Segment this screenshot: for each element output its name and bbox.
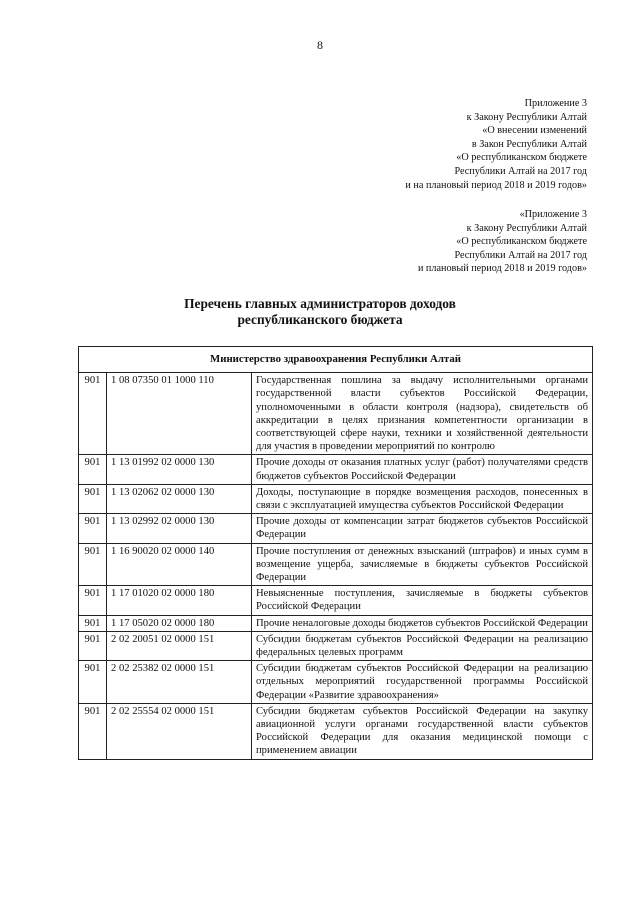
- appendix-line: «О внесении изменений: [482, 125, 587, 137]
- admin-code: 901: [79, 455, 107, 484]
- ministry-name: Министерство здравоохранения Республики Алтай: [79, 347, 593, 373]
- document-title: [0, 296, 640, 328]
- page-number: 8: [317, 38, 323, 52]
- appendix-line: к Закону Республики Алтай: [466, 111, 587, 123]
- revenue-description: Невыясненные поступления, зачисляемые в бюджеты субъектов Российской Федерации: [252, 586, 593, 615]
- budget-code: 1 13 02992 02 0000 130: [107, 514, 252, 543]
- budget-code: 2 02 20051 02 0000 151: [107, 631, 252, 660]
- table-row: [79, 543, 593, 586]
- table-row: [79, 586, 593, 615]
- budget-code: 1 17 05020 02 0000 180: [107, 615, 252, 631]
- admin-code: 901: [79, 661, 107, 704]
- appendix-line: к Закону Республики Алтай: [466, 222, 587, 234]
- revenue-description: Прочие доходы от оказания платных услуг (работ) получателями средств бюджетов субъектов Российской Федерации: [252, 455, 593, 484]
- appendix-line: в Закон Республики Алтай: [471, 138, 587, 150]
- revenue-administrators-table: [78, 346, 593, 760]
- appendix-line: Республики Алтай на 2017 год: [454, 165, 587, 177]
- admin-code: 901: [79, 514, 107, 543]
- appendix-line: и плановый период 2018 и 2019 годов»: [417, 263, 587, 275]
- table-row: [79, 703, 593, 759]
- table-row: [79, 455, 593, 484]
- table-header-row: [79, 347, 593, 373]
- revenue-description: Прочие неналоговые доходы бюджетов субъектов Российской Федерации: [252, 615, 593, 631]
- budget-code: 1 13 02062 02 0000 130: [107, 484, 252, 513]
- admin-code: 901: [79, 586, 107, 615]
- appendix-line: «О республиканском бюджете: [456, 152, 587, 164]
- appendix-line: и на плановый период 2018 и 2019 годов»: [405, 179, 587, 191]
- table-row: [79, 514, 593, 543]
- title-line: Перечень главных администраторов доходов: [184, 296, 456, 311]
- revenue-description: Доходы, поступающие в порядке возмещения расходов, понесенных в связи с эксплуатацией имущества субъектов Российской Федерации: [252, 484, 593, 513]
- appendix-header: [405, 97, 587, 192]
- budget-code: 2 02 25382 02 0000 151: [107, 661, 252, 704]
- appendix-line: «О республиканском бюджете: [456, 236, 587, 248]
- appendix-line: «Приложение 3: [519, 209, 587, 220]
- admin-code: 901: [79, 543, 107, 586]
- table-row: [79, 661, 593, 704]
- revenue-description: Субсидии бюджетам субъектов Российской Федерации на реализацию отдельных мероприятий государственной программы Российской Федерации «Развитие здравоохранения»: [252, 661, 593, 704]
- budget-code: 1 17 01020 02 0000 180: [107, 586, 252, 615]
- admin-code: 901: [79, 373, 107, 455]
- budget-code: 1 16 90020 02 0000 140: [107, 543, 252, 586]
- appendix-original: [418, 208, 587, 276]
- table-row: [79, 631, 593, 660]
- revenue-description: Субсидии бюджетам субъектов Российской Федерации на реализацию федеральных целевых программ: [252, 631, 593, 660]
- budget-code: 1 13 01992 02 0000 130: [107, 455, 252, 484]
- budget-code: 1 08 07350 01 1000 110: [107, 373, 252, 455]
- appendix-line: Республики Алтай на 2017 год: [454, 249, 587, 261]
- admin-code: 901: [79, 631, 107, 660]
- admin-code: 901: [79, 703, 107, 759]
- revenue-description: Прочие доходы от компенсации затрат бюджетов субъектов Российской Федерации: [252, 514, 593, 543]
- admin-code: 901: [79, 484, 107, 513]
- table-row: [79, 373, 593, 455]
- table-row: [79, 484, 593, 513]
- budget-code: 2 02 25554 02 0000 151: [107, 703, 252, 759]
- revenue-description: Государственная пошлина за выдачу исполнительными органами государственной власти субъектов Российской Федерации, уполномоченными в области контроля (надзора), свидетельств об аккредитации в целях признания компетентности организации в соответствующей сфере науки, техники и хозяйственной деятельности для участия в проведении мероприятий по контролю: [252, 373, 593, 455]
- table-row: [79, 615, 593, 631]
- revenue-description: Прочие поступления от денежных взысканий (штрафов) и иных сумм в возмещение ущерба, зачисляемые в бюджеты субъектов Российской Федерации: [252, 543, 593, 586]
- revenue-description: Субсидии бюджетам субъектов Российской Федерации на закупку авиационной услуги органами государственной власти субъектов Российской Федерации для оказания медицинской помощи с применением авиации: [252, 703, 593, 759]
- admin-code: 901: [79, 615, 107, 631]
- title-line: республиканского бюджета: [237, 312, 403, 327]
- appendix-line: Приложение 3: [524, 98, 587, 109]
